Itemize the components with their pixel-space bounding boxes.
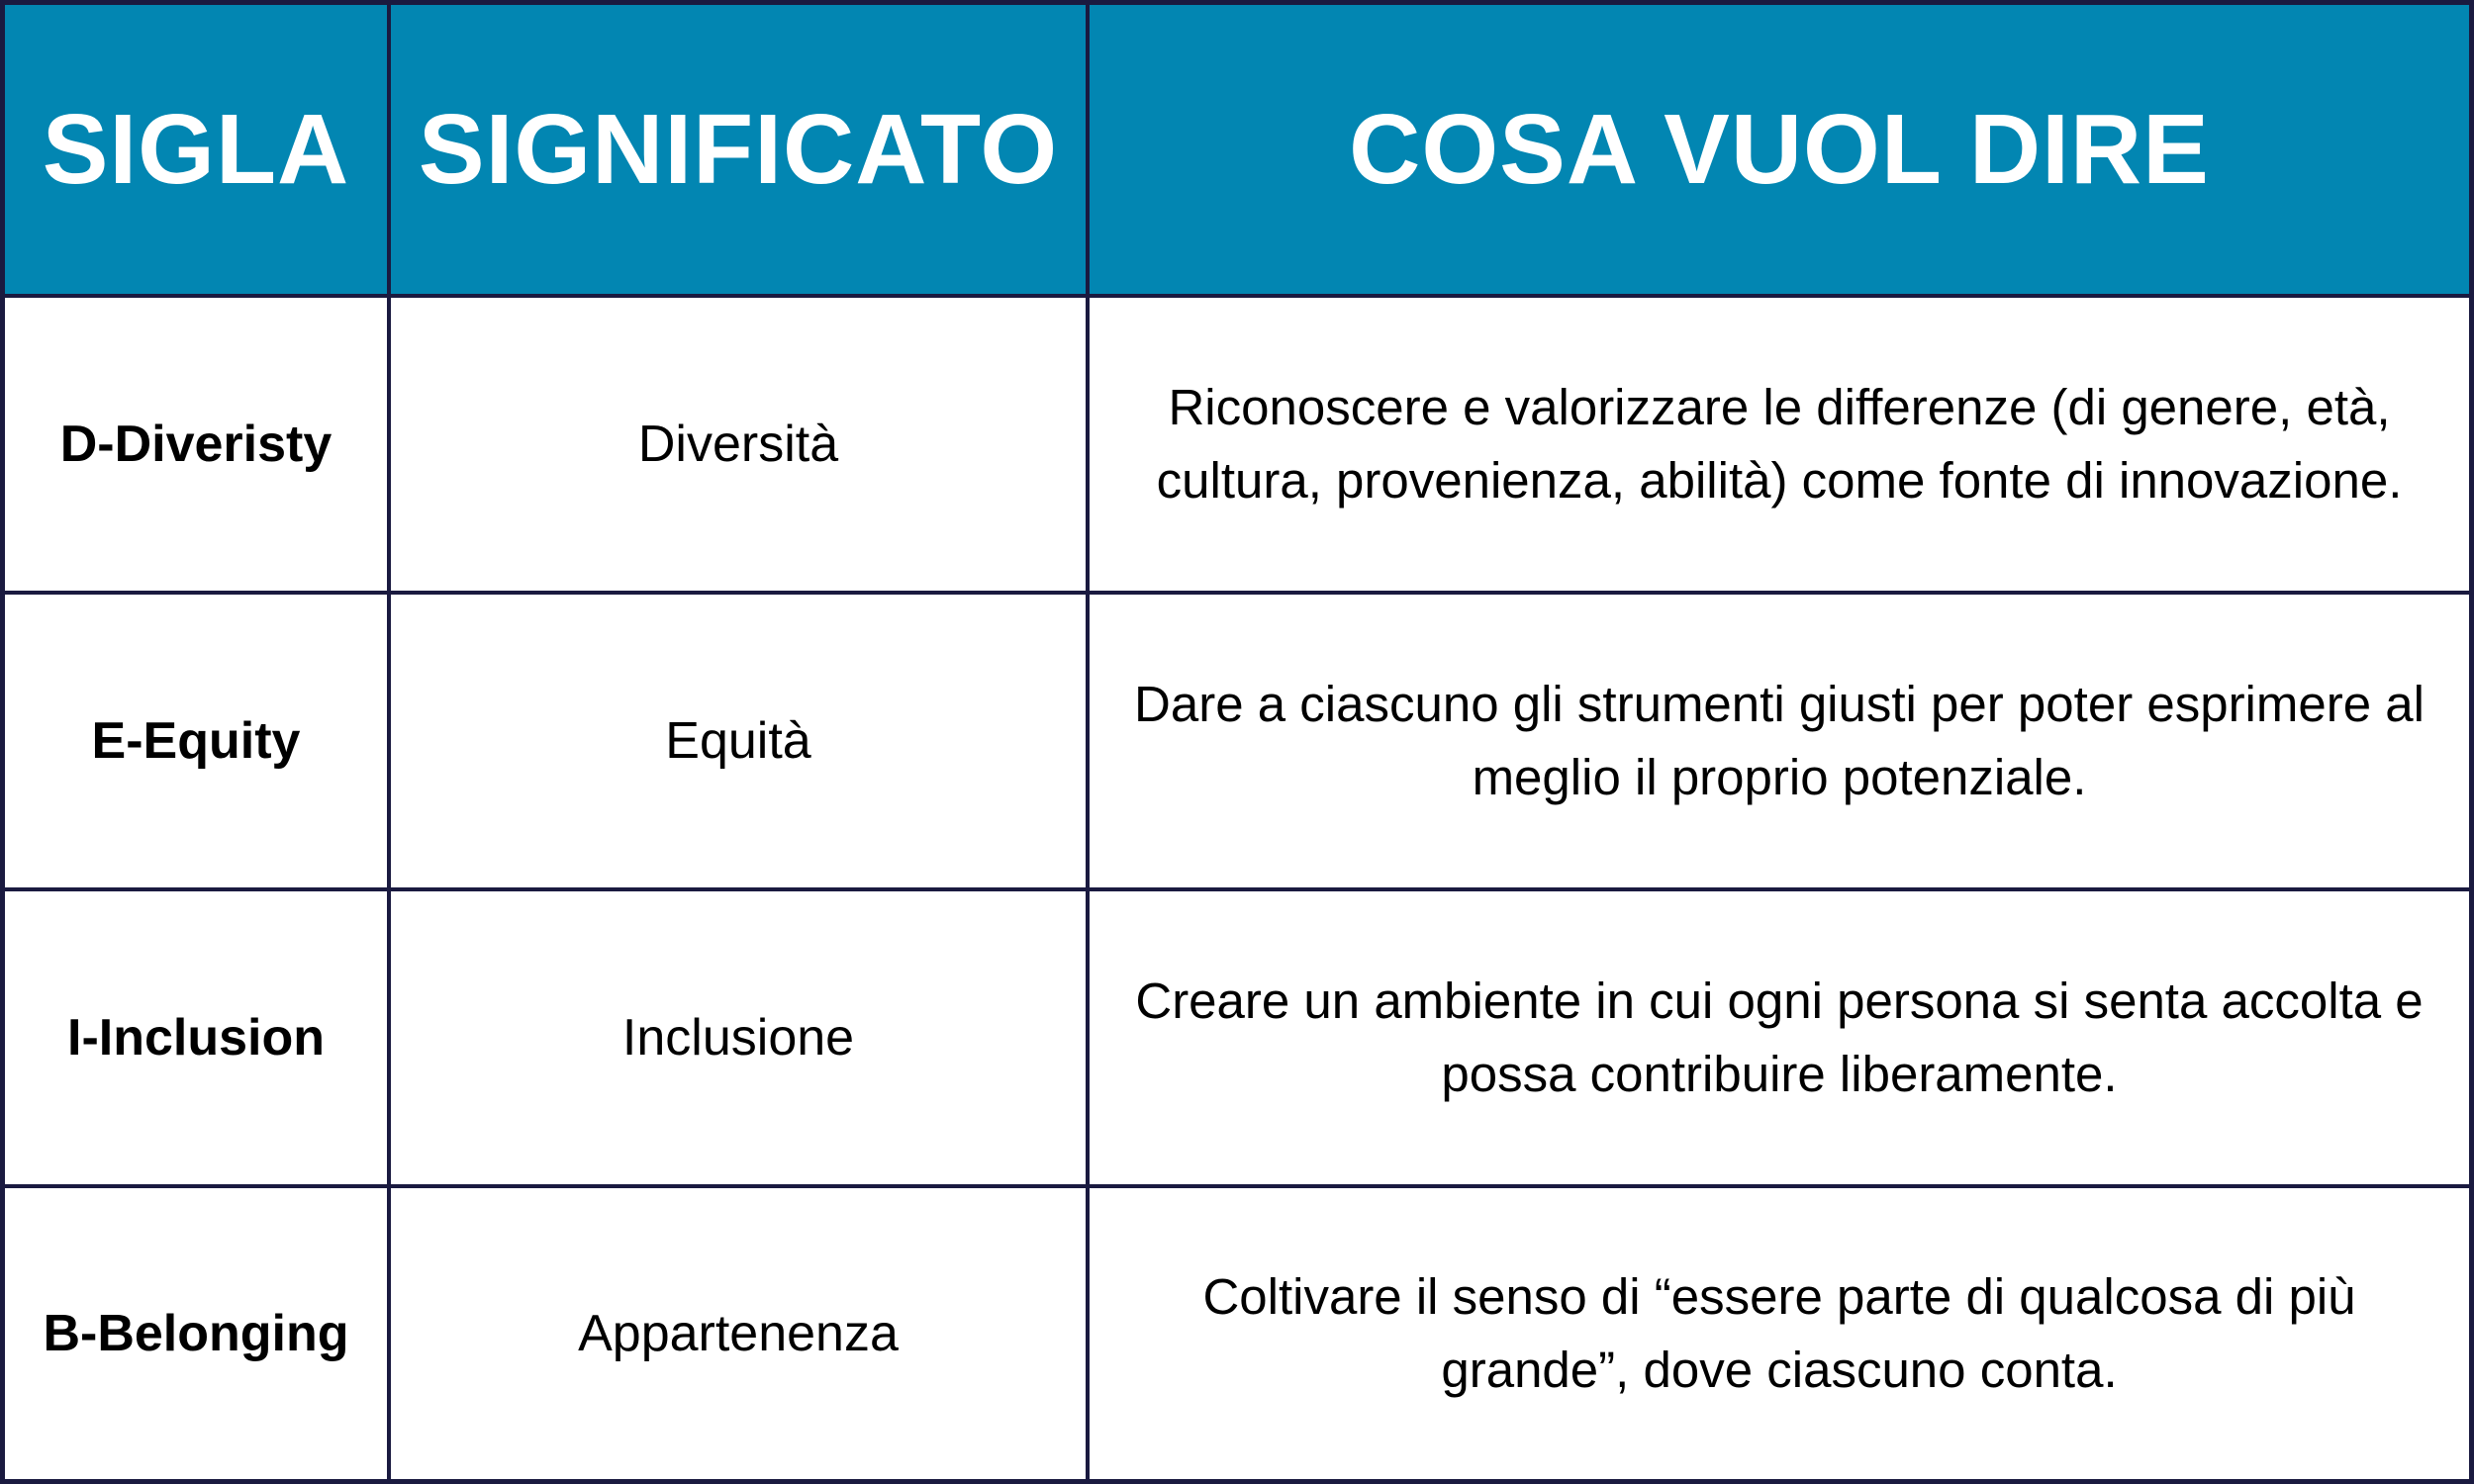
- descrizione-cell: Coltivare il senso di “essere parte di qualcosa di più grande”, dove ciascuno conta.: [1202, 1268, 2356, 1398]
- significato-cell: Appartenenza: [391, 1188, 1090, 1479]
- significato-cell: Inclusione: [391, 891, 1090, 1188]
- sigla-cell: D-Diveristy: [5, 298, 391, 595]
- sigla-cell: B-Belonging: [5, 1188, 391, 1479]
- sigla-cell: E-Equity: [5, 595, 391, 891]
- descrizione-cell: Dare a ciascuno gli strumenti giusti per poter esprimere al meglio il proprio potenziale.: [1090, 595, 2469, 891]
- significato-cell: Diversità: [391, 298, 1090, 595]
- descrizione-cell: Riconoscere e valorizzare le differenze (di genere, età, cultura, provenienza, abilità) come fonte di innovazione.: [1090, 298, 2469, 595]
- significato-cell: Equità: [391, 595, 1090, 891]
- header-significato: SIGNIFICATO: [391, 5, 1090, 298]
- header-sigla: SIGLA: [5, 5, 391, 298]
- header-cosa-vuol-dire: COSA VUOL DIRE: [1090, 5, 2469, 298]
- sigla-cell: I-Inclusion: [5, 891, 391, 1188]
- descrizione-cell: Creare un ambiente in cui ogni persona si senta accolta e possa contribuire liberamente.: [1090, 891, 2469, 1188]
